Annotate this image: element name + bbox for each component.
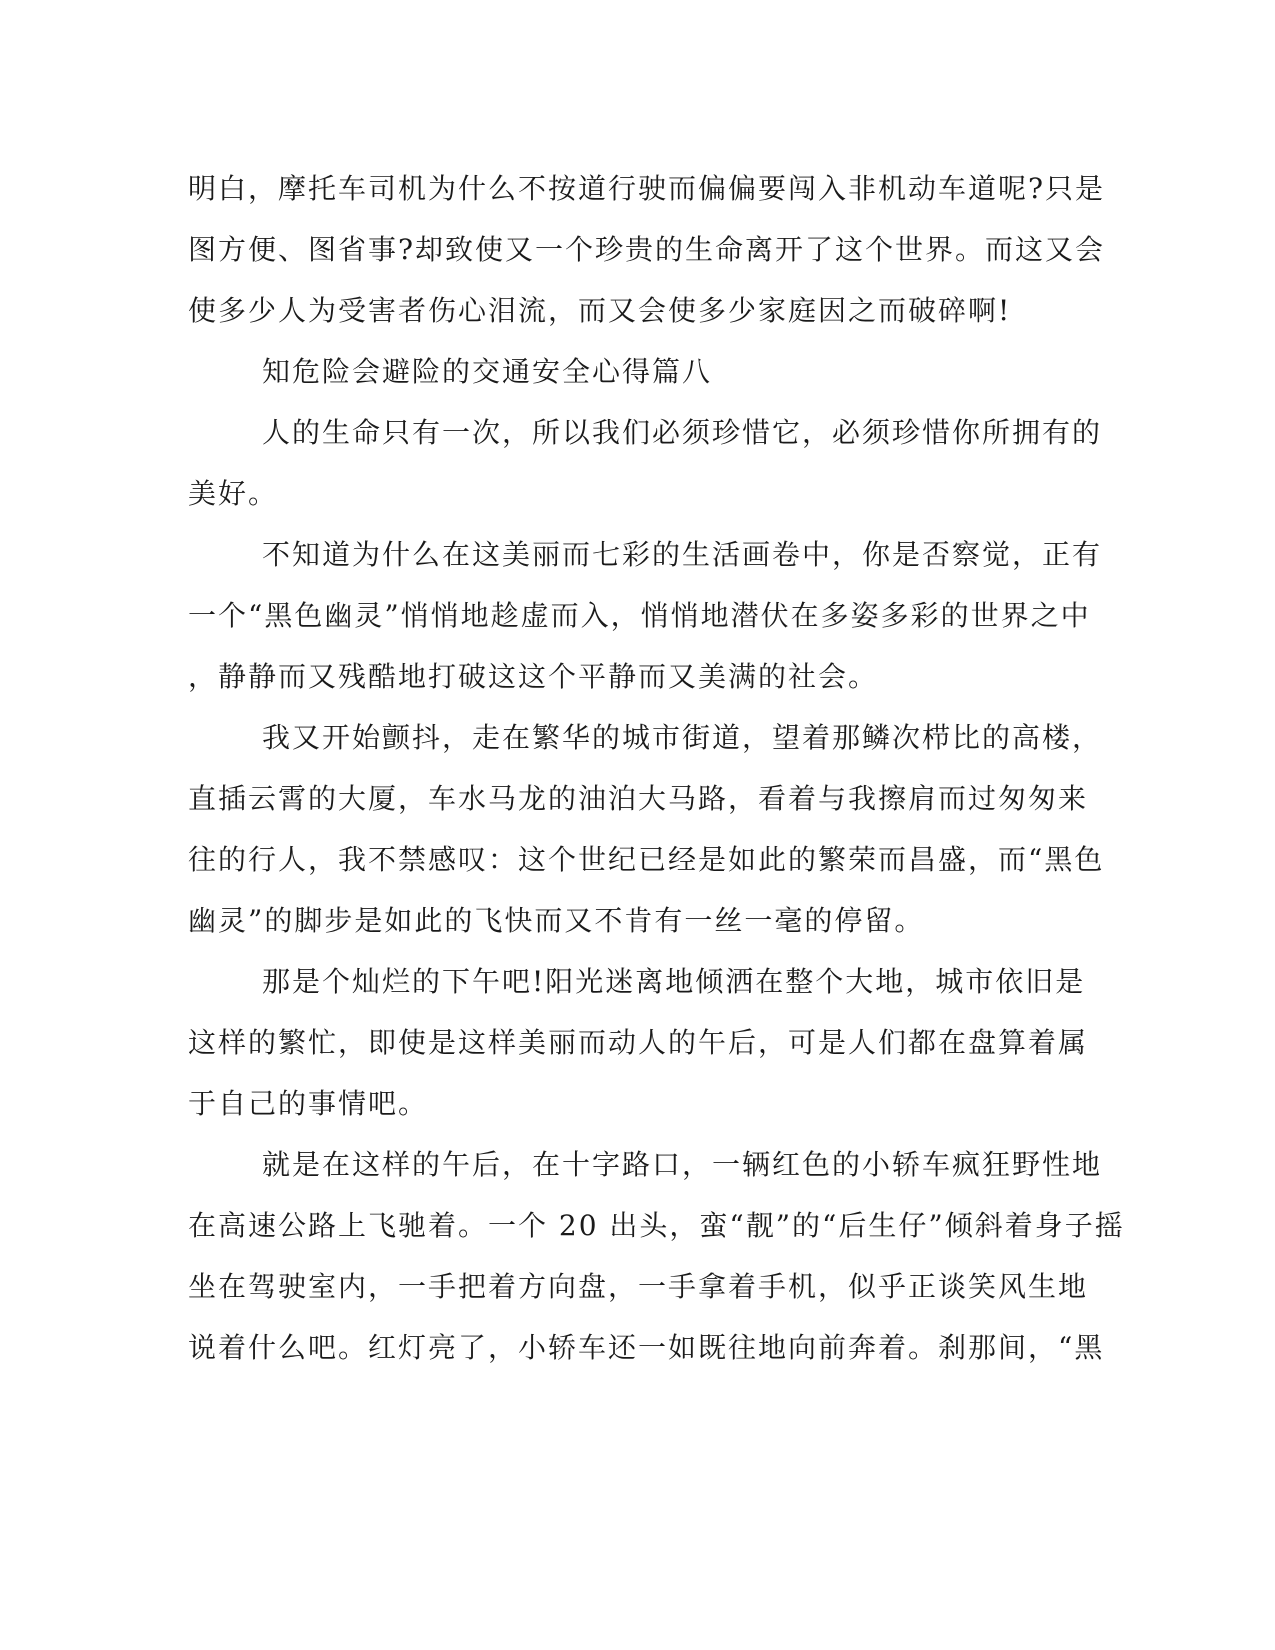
text-line: 一个“黑色幽灵”悄悄地趁虚而入，悄悄地潜伏在多姿多彩的世界之中 xyxy=(188,599,1091,632)
text-line: 使多少人为受害者伤心泪流，而又会使多少家庭因之而破碎啊! xyxy=(188,294,1012,327)
text-line: 幽灵”的脚步是如此的飞快而又不肯有一丝一毫的停留。 xyxy=(188,904,925,937)
text-line: 就是在这样的午后，在十字路口，一辆红色的小轿车疯狂野性地 xyxy=(262,1148,1103,1181)
text-line: 不知道为什么在这美丽而七彩的生活画卷中，你是否察觉，正有 xyxy=(262,538,1103,571)
text-line: 往的行人，我不禁感叹：这个世纪已经是如此的繁荣而昌盛，而“黑色 xyxy=(188,843,1105,876)
text-line: 人的生命只有一次，所以我们必须珍惜它，必须珍惜你所拥有的 xyxy=(262,416,1103,449)
text-line: 美好。 xyxy=(188,477,279,510)
text-line: 坐在驾驶室内，一手把着方向盘，一手拿着手机，似乎正谈笑风生地 xyxy=(188,1270,1089,1303)
section-heading: 知危险会避险的交通安全心得篇八 xyxy=(262,355,713,388)
text-line: 在高速公路上飞驰着。一个 20 出头，蛮“靓”的“后生仔”倾斜着身子摇 xyxy=(188,1209,1125,1242)
text-line: ，静静而又残酷地打破这这个平静而又美满的社会。 xyxy=(188,660,879,693)
text-line: 于自己的事情吧。 xyxy=(188,1087,429,1120)
text-line: 那是个灿烂的下午吧!阳光迷离地倾洒在整个大地，城市依旧是 xyxy=(262,965,1086,998)
text-line: 这样的繁忙，即使是这样美丽而动人的午后，可是人们都在盘算着属 xyxy=(188,1026,1089,1059)
text-line: 我又开始颤抖，走在繁华的城市街道，望着那鳞次栉比的高楼， xyxy=(262,721,1103,754)
body-text xyxy=(188,158,1125,1378)
text-line: 明白，摩托车司机为什么不按道行驶而偏偏要闯入非机动车道呢?只是 xyxy=(188,172,1106,205)
text-line: 图方便、图省事?却致使又一个珍贵的生命离开了这个世界。而这又会 xyxy=(188,233,1106,266)
text-line: 直插云霄的大厦，车水马龙的油泊大马路，看着与我擦肩而过匆匆来 xyxy=(188,782,1089,815)
text-line: 说着什么吧。红灯亮了，小轿车还一如既往地向前奔着。刹那间，“黑 xyxy=(188,1331,1105,1364)
